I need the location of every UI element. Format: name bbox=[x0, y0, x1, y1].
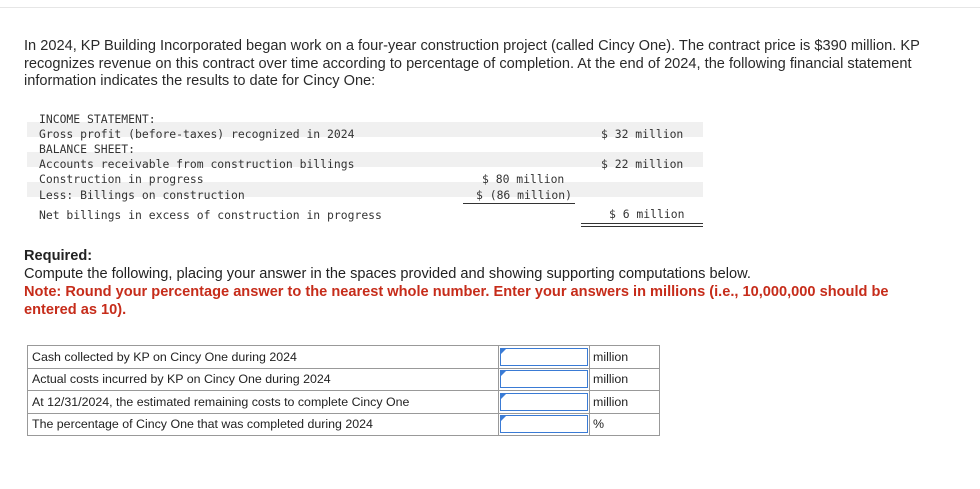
answer-input-box bbox=[500, 348, 588, 366]
table-row bbox=[28, 368, 660, 391]
unit-label: million bbox=[590, 391, 660, 414]
billings-value: $ (86 million) bbox=[476, 188, 573, 202]
answer-label: Actual costs incurred by KP on Cincy One during 2024 bbox=[28, 368, 499, 391]
answer-table bbox=[27, 345, 660, 436]
cash-collected-input[interactable] bbox=[501, 349, 591, 367]
required-heading: Required: bbox=[24, 248, 93, 264]
answer-label: The percentage of Cincy One that was completed during 2024 bbox=[28, 413, 499, 436]
unit-label: million bbox=[590, 368, 660, 391]
accounts-receivable-value: $ 22 million bbox=[601, 157, 684, 171]
problem-intro: In 2024, KP Building Incorporated began work on a four-year construction project (called Cincy One). The contract price is $390 million. KP recognizes revenue on this contract over time according to percentage of completion. At the end of 2024, the following financial statement information indicates the results to date for Cincy One: bbox=[24, 38, 920, 89]
remaining-costs-input[interactable] bbox=[501, 394, 591, 412]
answer-cell bbox=[499, 368, 590, 391]
billings-label: Less: Billings on construction bbox=[39, 188, 245, 202]
income-statement-heading: INCOME STATEMENT: bbox=[39, 112, 156, 126]
answer-label: Cash collected by KP on Cincy One during 2024 bbox=[28, 346, 499, 369]
balance-sheet-heading: BALANCE SHEET: bbox=[39, 142, 136, 156]
input-marker-icon bbox=[501, 394, 506, 399]
answer-cell bbox=[499, 391, 590, 414]
required-note: Note: Round your percentage answer to the nearest whole number. Enter your answers in millions (i.e., 10,000,000 should be entered as 10). bbox=[24, 284, 889, 318]
table-row bbox=[28, 346, 660, 369]
required-section bbox=[24, 247, 944, 319]
percent-complete-input[interactable] bbox=[501, 416, 591, 434]
unit-label: % bbox=[590, 413, 660, 436]
table-row bbox=[28, 391, 660, 414]
answer-cell bbox=[499, 413, 590, 436]
accounts-receivable-label: Accounts receivable from construction billings bbox=[39, 157, 355, 171]
construction-in-progress-value: $ 80 million bbox=[482, 172, 565, 186]
answer-input-box bbox=[500, 393, 588, 411]
gross-profit-label: Gross profit (before-taxes) recognized in 2024 bbox=[39, 127, 355, 141]
answer-label: At 12/31/2024, the estimated remaining costs to complete Cincy One bbox=[28, 391, 499, 414]
gross-profit-value: $ 32 million bbox=[601, 127, 684, 141]
subtotal-rule bbox=[463, 203, 575, 204]
answer-input-box bbox=[500, 370, 588, 388]
input-marker-icon bbox=[501, 371, 506, 376]
unit-label: million bbox=[590, 346, 660, 369]
input-marker-icon bbox=[501, 416, 506, 421]
total-rule-bottom bbox=[581, 226, 703, 227]
net-billings-label: Net billings in excess of construction in progress bbox=[39, 208, 382, 222]
actual-costs-input[interactable] bbox=[501, 371, 591, 389]
table-row bbox=[28, 413, 660, 436]
net-billings-value: $ 6 million bbox=[609, 207, 685, 221]
answer-input-box bbox=[500, 415, 588, 433]
total-rule-top bbox=[581, 223, 703, 224]
top-divider bbox=[0, 7, 980, 8]
construction-in-progress-label: Construction in progress bbox=[39, 172, 204, 186]
required-instruction: Compute the following, placing your answer in the spaces provided and showing supporting computations below. bbox=[24, 266, 751, 282]
financial-statement bbox=[27, 108, 707, 230]
answer-cell bbox=[499, 346, 590, 369]
input-marker-icon bbox=[501, 349, 506, 354]
